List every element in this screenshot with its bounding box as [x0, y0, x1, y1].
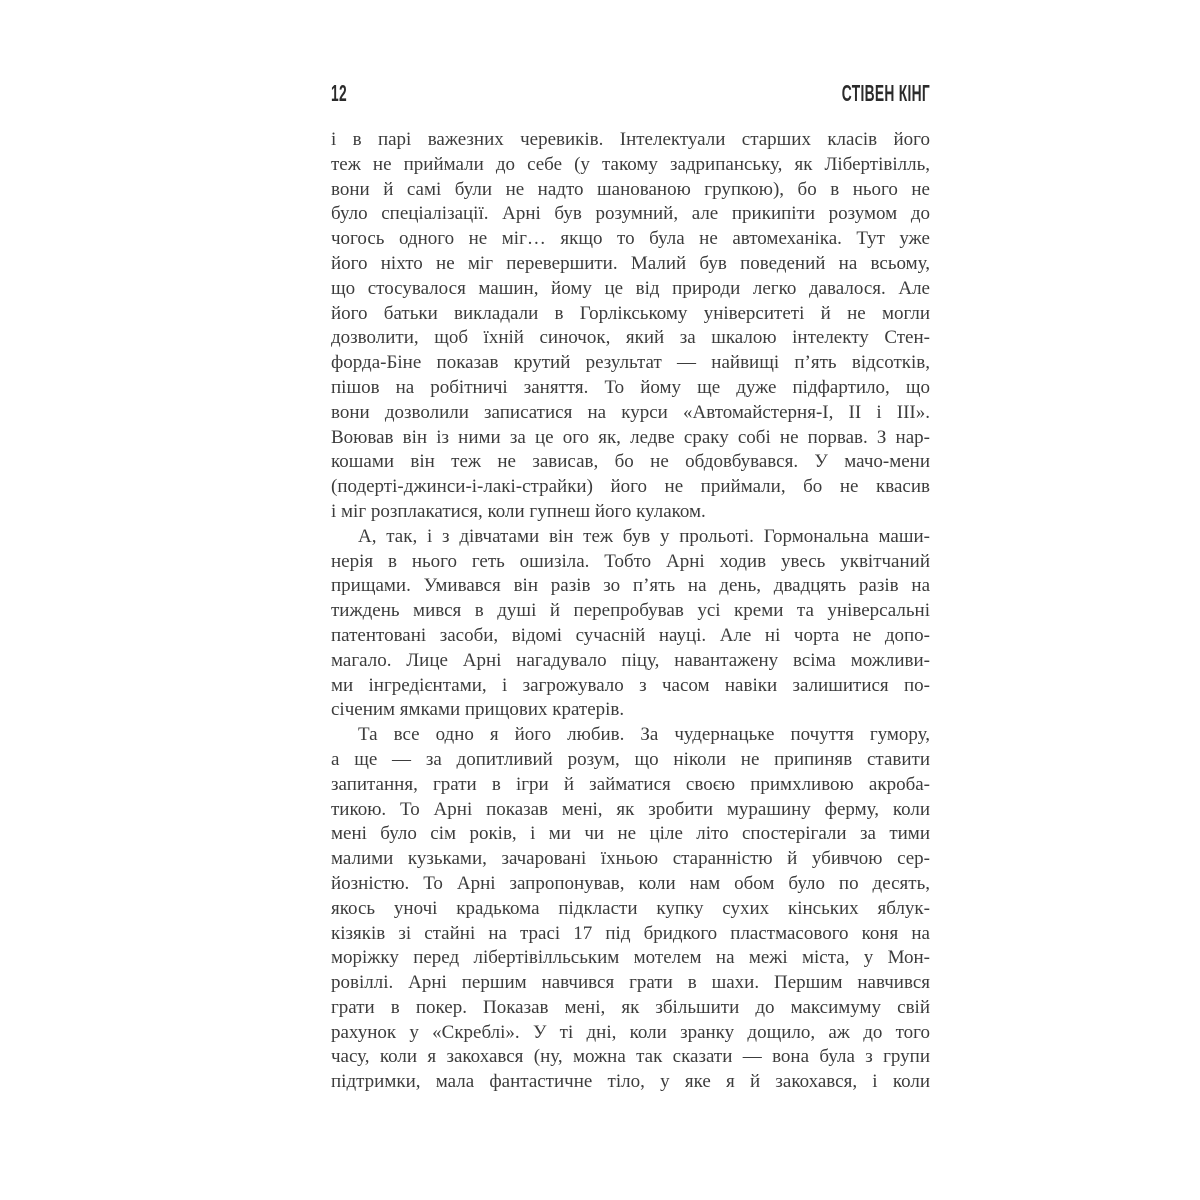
text-line: вони й самі були не надто шанованою групкою), бо в нього не	[331, 178, 930, 200]
text-line: Та все одно я його любив. За чудернацьке почуття гумору,	[358, 724, 930, 746]
text-line: пішов на робітничі заняття. То йому ще дуже підфартило, що	[331, 376, 930, 398]
text-line: грати в покер. Показав мені, як збільшити до максимуму свій	[331, 996, 930, 1018]
text-line: а ще — за допитливий розум, що ніколи не припиняв ставити	[331, 748, 930, 770]
text-line: теж не приймали до себе (у такому задрипанську, як Лібертівілль,	[331, 153, 930, 175]
text-line: А, так, і з дівчатами він теж був у прольоті. Гормональна маши-	[358, 525, 930, 547]
text-line: патентовані засоби, відомі сучасній науці. Але ні чорта не допо-	[331, 624, 930, 646]
running-header	[331, 82, 930, 105]
text-line: вони дозволили записатися на курси «Автомайстерня-I, II і III».	[331, 401, 930, 423]
page-number-text: 12	[331, 80, 347, 106]
text-line: було спеціалізації. Арні був розумний, але прикипіти розумом до	[331, 203, 930, 225]
text-line: Воював він із ними за це ого як, ледве сраку собі не порвав. З нар-	[331, 426, 930, 448]
text-line: часу, коли я закохався (ну, можна так сказати — вона була з групи	[331, 1046, 930, 1068]
paragraph	[331, 723, 930, 1095]
text-line: що стосувалося машин, йому це від природи легко давалося. Але	[331, 277, 930, 299]
text-line: тиждень мився в душі й перепробував усі креми та універсальні	[331, 600, 930, 622]
text-line: нерія в нього геть ошизіла. Тобто Арні ходив увесь уквітчаний	[331, 550, 930, 572]
text-line: запитання, грати в ігри й займатися своєю примхливою акроба-	[331, 773, 930, 795]
text-line: кошами він теж не зависав, бо не обдовбувався. У мачо-мени	[331, 451, 930, 473]
page-number	[331, 82, 358, 105]
text-line: магало. Лице Арні нагадувало піцу, навантажену всіма можливи-	[331, 649, 930, 671]
text-line: дозволити, щоб їхній синочок, який за шкалою інтелекту Стен-	[331, 327, 930, 349]
text-line: чогось одного не міг… якщо то була не автомеханіка. Тут уже	[331, 228, 930, 250]
text-line: кізяків зі стайні на трасі 17 під бридкого пластмасового коня на	[331, 922, 930, 944]
text-line: січеним ямками прищових кратерів.	[331, 699, 625, 721]
text-line: моріжку перед лібертівілльським мотелем на межі міста, у Мон-	[331, 947, 930, 969]
text-line: мені було сім років, і ми чи не ціле літо спостерігали за тими	[331, 823, 930, 845]
text-line: йозністю. То Арні запропонував, коли нам обом було по десять,	[331, 872, 930, 894]
text-line: ми інгредієнтами, і загрожувало з часом навіки залишитися по-	[331, 674, 930, 696]
author-running-title-text: СТІВЕН КІНГ	[841, 80, 930, 106]
text-line: якось уночі крадькома підкласти купку сухих кінських яблук-	[331, 897, 930, 919]
text-line: рахунок у «Скреблі». У ті дні, коли зранку дощило, аж до того	[331, 1021, 930, 1043]
text-line: і в парі важезних черевиків. Інтелектуали старших класів його	[331, 129, 930, 150]
author-running-title	[783, 82, 930, 105]
text-line: його батьки викладали в Горлікському університеті й не могли	[331, 302, 930, 324]
paragraph	[331, 128, 930, 525]
text-line: його ніхто не міг перевершити. Малий був поведений на всьому,	[331, 252, 930, 274]
paragraph	[331, 525, 930, 723]
text-line: прищами. Умивався він разів зо п’ять на день, двадцять разів на	[331, 575, 930, 597]
text-line: форда-Біне показав крутий результат — найвищі п’ять відсотків,	[331, 352, 930, 374]
text-line: тикою. То Арні показав мені, як зробити мурашину ферму, коли	[331, 798, 930, 820]
text-line: і міг розплакатися, коли гупнеш його кулаком.	[331, 500, 706, 522]
text-line: малими кузьками, зачаровані їхньою старанністю й убивчою сер-	[331, 848, 930, 870]
text-line: підтримки, мала фантастичне тіло, у яке я й закохався, і коли	[331, 1071, 930, 1093]
text-line: ровіллі. Арні першим навчився грати в шахи. Першим навчився	[331, 972, 930, 994]
text-block	[331, 128, 930, 1095]
text-line: (подерті-джинси-і-лакі-страйки) його не приймали, бо не квасив	[331, 476, 930, 498]
